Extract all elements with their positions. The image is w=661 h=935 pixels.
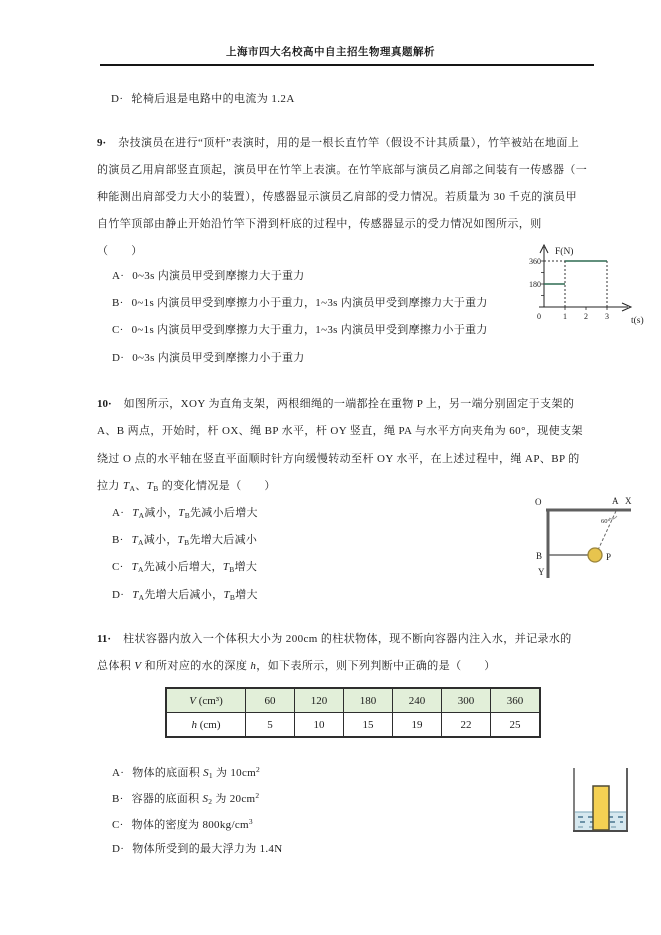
volume-symbol: V: [189, 694, 196, 707]
q10-option-b: [112, 533, 257, 550]
volume-symbol: V: [134, 660, 142, 672]
x-tick-label: 0: [537, 312, 541, 321]
option-text: 先增大后减小，: [144, 589, 224, 601]
question-11-line: [97, 659, 496, 673]
area-subscript: 2: [208, 797, 213, 806]
question-number: 10·: [97, 398, 112, 410]
tension-symbol: T: [132, 507, 139, 519]
force-time-graph: [519, 240, 661, 332]
question-number: 9·: [97, 137, 107, 149]
option-text: 为 20cm: [212, 793, 256, 805]
option-label: C·: [112, 324, 124, 336]
question-10-line: 绕过 O 点的水平轴在竖直平面顺时针方向缓慢转动至杆 OY 水平，在上述过程中，绳 AP、BP 的: [97, 453, 580, 465]
tension-symbol: T: [177, 534, 185, 546]
label-P: P: [606, 552, 612, 562]
table-cell: 360: [491, 688, 541, 713]
x-axis-label: t(s): [631, 316, 644, 326]
unit-label: (cm³): [195, 694, 223, 707]
table-cell: 240: [393, 688, 442, 713]
table-cell: 300: [442, 688, 491, 713]
q11-option-d: [112, 842, 282, 856]
question-9-line: 种能测出肩部受力大小的装置），传感器显示演员乙肩部的受力情况。若质量为 30 千克的演员甲: [97, 191, 577, 203]
tension-subscript: A: [138, 593, 145, 602]
tension-symbol: T: [146, 480, 154, 492]
table-header-cell: [166, 688, 246, 713]
table-header-cell: [166, 713, 246, 738]
label-Y: Y: [538, 567, 545, 577]
option-text: 先减小后增大，: [143, 561, 223, 573]
question-text: 杂技演员在进行“顶杆”表演时，用的是一根长直竹竿（假设不计其质量），竹竿被站在地面上: [118, 137, 580, 149]
container-water-block-figure: [564, 762, 638, 838]
label-A: A: [612, 496, 619, 506]
question-number: 11·: [97, 633, 112, 645]
table-cell: 15: [344, 713, 393, 738]
table-header-row: [166, 688, 540, 713]
table-cell: 60: [246, 688, 295, 713]
tension-symbol: T: [132, 589, 139, 601]
table-cell: 22: [442, 713, 491, 738]
tension-subscript: A: [138, 565, 144, 574]
table-cell: 25: [491, 713, 541, 738]
q10-option-d: [112, 588, 258, 605]
option-text: 0~1s 内演员甲受到摩擦力小于重力，1~3s 内演员甲受到摩擦力大于重力: [131, 297, 488, 309]
answer-blank: （ ）: [97, 245, 143, 257]
rope-PA-dashed: [598, 511, 616, 550]
question-text: 和所对应的水的深度: [141, 660, 251, 672]
question-9-line: 的演员乙用肩部竖直顶起，演员甲在竹竿上表演。在竹竿底部与演员乙肩部之间装有一传感器（一: [97, 164, 588, 176]
q9-option-b: [112, 296, 488, 310]
question-text: 的变化情况是（ ）: [158, 480, 276, 492]
support-frame-figure: [527, 492, 655, 602]
option-label: D·: [111, 93, 124, 105]
tension-subscript: A: [138, 538, 144, 547]
option-label: B·: [112, 297, 124, 309]
option-text: 先增大后减小: [189, 534, 258, 546]
block: [593, 786, 609, 830]
depth-symbol: h: [191, 718, 197, 731]
question-10-line: [97, 479, 276, 496]
question-text: 、: [135, 480, 147, 492]
y-axis-label: F(N): [555, 247, 574, 257]
q9-option-c: [112, 323, 488, 337]
q10-option-a: [112, 506, 258, 523]
table-row: [166, 713, 540, 738]
question-11-line: [97, 632, 572, 646]
question-text: ，如下表所示，则下列判断中正确的是（ ）: [256, 660, 496, 672]
q11-option-c: [112, 815, 253, 835]
question-9-line: 自竹竿顶部由静止开始沿竹竿下滑到杆底的过程中，传感器显示的受力情况如图所示，则: [97, 218, 542, 230]
option-text: 增大: [234, 561, 258, 573]
option-text: 减小，: [143, 534, 178, 546]
option-label: A·: [112, 507, 125, 519]
tension-symbol: T: [178, 507, 185, 519]
header-divider: [100, 64, 594, 66]
option-text: 为 10cm: [212, 767, 256, 779]
q9-option-a: [112, 269, 305, 283]
table-cell: 19: [393, 713, 442, 738]
tension-subscript: B: [229, 565, 235, 574]
y-tick-label: 180: [529, 280, 541, 289]
option-label: B·: [112, 793, 124, 805]
question-text: 拉力: [97, 480, 123, 492]
option-text: 0~3s 内演员甲受到摩擦力大于重力: [132, 270, 305, 282]
carryover-option-d: [111, 92, 295, 106]
option-text: 0~1s 内演员甲受到摩擦力大于重力，1~3s 内演员甲受到摩擦力小于重力: [131, 324, 488, 336]
unit-superscript: 2: [255, 791, 260, 800]
option-text: 减小，: [144, 507, 179, 519]
table-cell: 5: [246, 713, 295, 738]
question-9-line: [97, 136, 579, 150]
volume-depth-table: [165, 687, 541, 738]
x-tick-label: 2: [584, 312, 588, 321]
unit-superscript: 3: [248, 817, 253, 826]
tension-subscript: A: [129, 484, 136, 493]
q11-option-a: [112, 763, 260, 783]
unit-superscript: 2: [256, 765, 261, 774]
option-label: A·: [112, 767, 125, 779]
page-title: 上海市四大名校高中自主招生物理真题解析: [226, 47, 435, 58]
x-tick-label: 1: [563, 312, 567, 321]
tension-symbol: T: [131, 534, 139, 546]
question-text: 总体积: [97, 660, 135, 672]
q11-option-b: [112, 789, 259, 809]
question-text: 柱状容器内放入一个体积大小为 200cm 的柱状物体，现不断向容器内注入水，并记录水的: [123, 633, 572, 645]
option-text: 先减小后增大: [190, 507, 258, 519]
q10-option-c: [112, 560, 257, 577]
option-text: 物体所受到的最大浮力为 1.4N: [132, 843, 283, 855]
label-X: X: [625, 496, 632, 506]
tension-symbol: T: [122, 480, 130, 492]
area-subscript: 1: [208, 771, 213, 780]
label-angle-60: 60°: [601, 518, 611, 525]
table-cell: 10: [295, 713, 344, 738]
area-symbol: S: [202, 793, 209, 805]
option-label: D·: [112, 589, 125, 601]
q9-option-d: [112, 351, 305, 365]
option-text: 物体的密度为 800kg/cm: [131, 819, 249, 831]
area-symbol: S: [203, 767, 209, 779]
option-text: 容器的底面积: [131, 793, 203, 805]
option-text: 增大: [235, 589, 258, 601]
label-O: O: [535, 497, 542, 507]
tension-subscript: A: [138, 511, 145, 520]
tension-subscript: B: [184, 538, 190, 547]
unit-label: (cm): [196, 718, 221, 731]
option-text: 物体的底面积: [132, 767, 204, 779]
table-cell: 180: [344, 688, 393, 713]
option-label: C·: [112, 819, 124, 831]
label-B: B: [536, 551, 543, 561]
x-tick-label: 3: [605, 312, 609, 321]
option-text: 0~3s 内演员甲受到摩擦力小于重力: [132, 352, 305, 364]
tension-subscript: B: [184, 511, 190, 520]
option-label: D·: [112, 352, 125, 364]
tension-subscript: B: [153, 484, 159, 493]
question-10-line: A、B 两点，开始时，杆 OX、绳 BP 水平，杆 OY 竖直，绳 PA 与水平方向夹角为 60°，现使支架: [97, 425, 583, 437]
weight-P-ball: [588, 548, 602, 562]
depth-symbol: h: [250, 660, 257, 672]
question-text: 如图所示，XOY 为直角支架，两根细绳的一端都拴在重物 P 上，另一端分别固定于支架的: [123, 398, 575, 410]
tension-symbol: T: [131, 561, 139, 573]
option-label: B·: [112, 534, 124, 546]
option-text: 轮椅后退是电路中的电流为 1.2A: [131, 93, 295, 105]
option-label: A·: [112, 270, 125, 282]
table-cell: 120: [295, 688, 344, 713]
tension-symbol: T: [223, 589, 230, 601]
question-10-line: [97, 397, 574, 411]
tension-symbol: T: [222, 561, 230, 573]
y-tick-label: 360: [529, 257, 541, 266]
tension-subscript: B: [229, 593, 236, 602]
option-label: D·: [112, 843, 125, 855]
option-label: C·: [112, 561, 124, 573]
